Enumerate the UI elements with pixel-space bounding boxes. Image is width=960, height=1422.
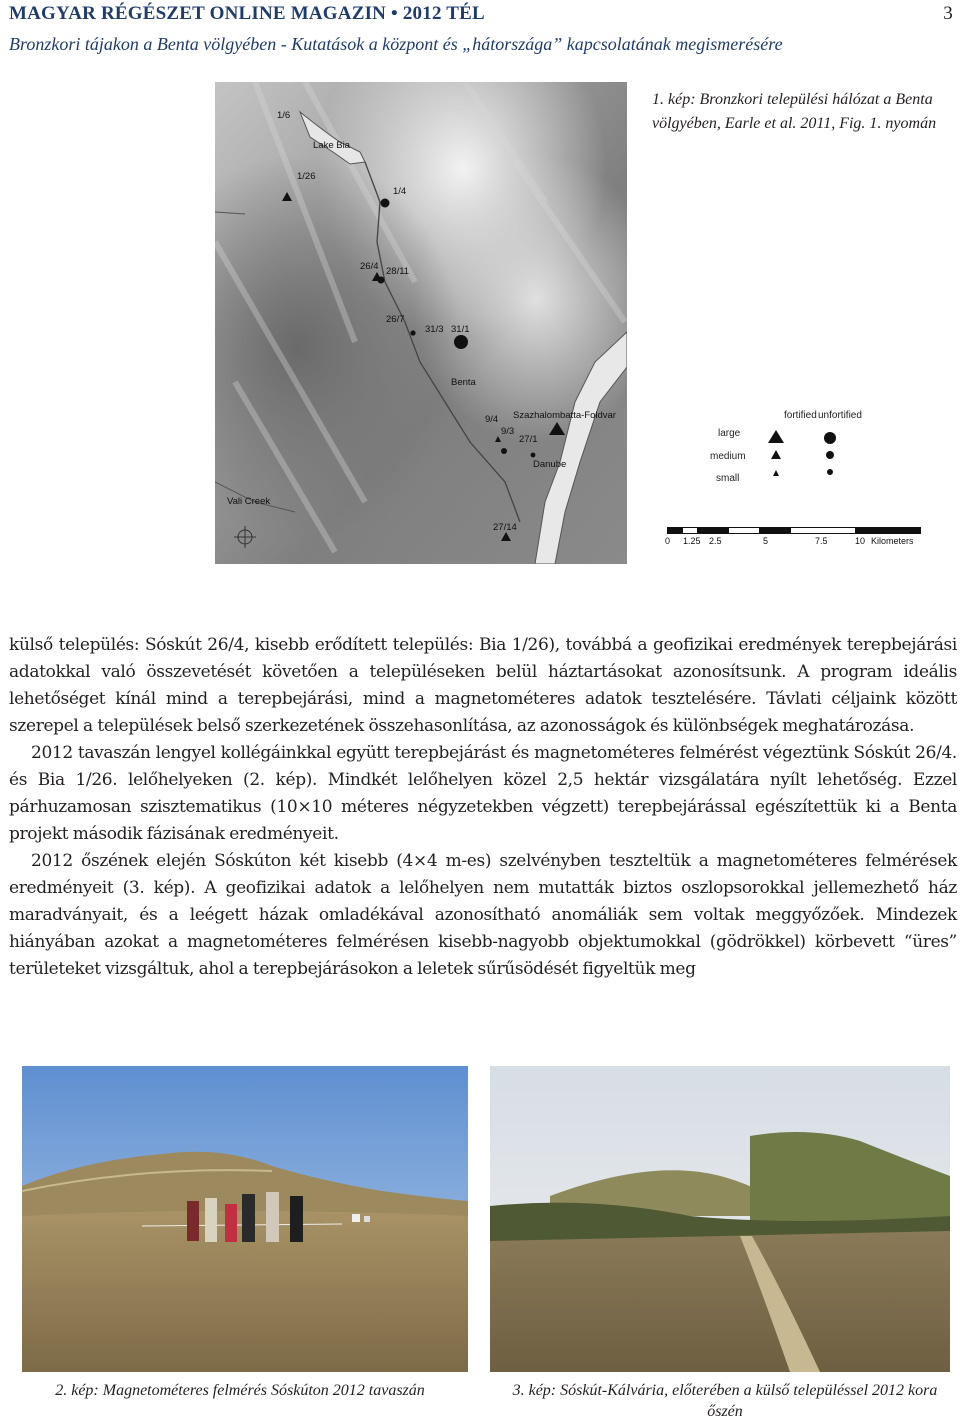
scale-tick: 7.5 [815, 536, 828, 546]
map-label-site: 26/4 [360, 261, 379, 272]
map-label-site: 28/11 [386, 266, 410, 277]
medium-unfortified-icon [826, 451, 834, 459]
map-label-site: 27/14 [493, 522, 517, 533]
soskut-kalvaria-photo [490, 1066, 950, 1372]
map-label-site: 26/7 [386, 314, 405, 325]
scale-unit: Kilometers [871, 536, 914, 546]
small-unfortified-icon [827, 469, 833, 475]
map-label-site: 27/1 [519, 434, 538, 445]
map-scale-bar [665, 525, 935, 555]
legend-large: large [718, 428, 741, 439]
legend-medium: medium [710, 451, 746, 462]
legend-unfortified: unfortified [818, 410, 862, 421]
medium-fortified-icon [771, 450, 781, 459]
paragraph: külső település: Sóskút 26/4, kisebb erődített település: Bia 1/26), továbbá a geofizikai eredmények terepbejárási adatokkal való összevetését követően a településeken belül háztartásokat azonosítsunk. A program ideális lehetőséget kínál mind a terepbejárási, mind a magnetométeres adatok tesztelésére. Távlati céljaink között szerepel a települések belső szerkezetének összehasonlítása, az azonosságok és különbségek meghatározása. [9, 635, 957, 736]
figure1-caption: 1. kép: Bronzkori települési hálózat a Benta völgyében, Earle et al. 2011, Fig. 1. nyomán [652, 91, 937, 132]
figure2-caption: 2. kép: Magnetométeres felmérés Sóskúton 2012 tavaszán [55, 1382, 425, 1399]
map-label-valley: Benta [451, 377, 476, 388]
figure3-caption: 3. kép: Sóskút-Kálvária, előterében a külső településsel 2012 kora őszén [512, 1382, 938, 1420]
scale-tick: 1.25 [683, 536, 701, 546]
scale-tick: 0 [665, 536, 671, 546]
map-label-site: 1/6 [277, 110, 291, 121]
article-body [9, 632, 957, 983]
legend-small: small [716, 473, 740, 484]
large-unfortified-icon [824, 432, 836, 444]
map-label-lake: Lake Bia [313, 140, 350, 151]
large-fortified-icon [768, 430, 784, 443]
bronze-age-settlement-map [215, 82, 627, 564]
map-label-creek: Vali Creek [227, 496, 271, 507]
paragraph: 2012 őszének elején Sóskúton két kisebb (4×4 m-es) szelvényben teszteltük a magnetométeres felmérések eredményeit (3. kép). A geofizikai adatok a lelőhelyen nem mutatták biztos oszlopsorokkal jellemezhető ház maradványait, és a leégett házak omladékával azonosítható anomáliák sem voltak meggyőzőek. Mindezek hiányában azokat a magnetométeres felmérésen kisebb-nagyobb objektumokkal (gödrökkel) körbevett “üres” területeket vizsgáltuk, ahol a terepbejárásokon a leletek sűrűsödését figyeltük meg [9, 851, 957, 979]
page-number: 3 [943, 3, 953, 24]
page-header [9, 3, 953, 25]
map-label-river: Danube [533, 459, 567, 470]
map-label-site: Szazhalombatta-Foldvar [513, 410, 616, 421]
small-fortified-icon [773, 470, 779, 476]
map-label-site: 9/3 [501, 426, 515, 437]
scale-tick: 2.5 [709, 536, 722, 546]
map-label-site: 1/4 [393, 186, 407, 197]
map-label-site: 31/1 [451, 324, 470, 335]
paragraph: 2012 tavaszán lengyel kollégáinkkal együtt terepbejárást és magnetométeres felmérést végeztünk Sóskút 26/4. és Bia 1/26. lelőhelyeken (2. kép). Mindkét lelőhelyen közel 2,5 hektár vizsgálatára nyílt lehetőség. Ezzel párhuzamosan szisztematikus (10×10 méteres négyzetekben végzett) terepbejárással egészítettük ki a Benta projekt második fázisának eredményeit. [9, 743, 957, 844]
map-label-site: 1/26 [297, 171, 316, 182]
article-title: Bronzkori tájakon a Benta völgyében - Kutatások a központ és „hátországa” kapcsolatának megismerésére [9, 34, 783, 54]
map-label-site: 9/4 [485, 414, 499, 425]
scale-tick: 5 [763, 536, 769, 546]
legend-fortified: fortified [784, 410, 817, 421]
scale-tick: 10 [855, 536, 866, 546]
magnetometer-survey-photo [22, 1066, 468, 1372]
magazine-title: MAGYAR RÉGÉSZET ONLINE MAGAZIN • 2012 TÉL [9, 3, 485, 24]
map-label-site: 31/3 [425, 324, 444, 335]
